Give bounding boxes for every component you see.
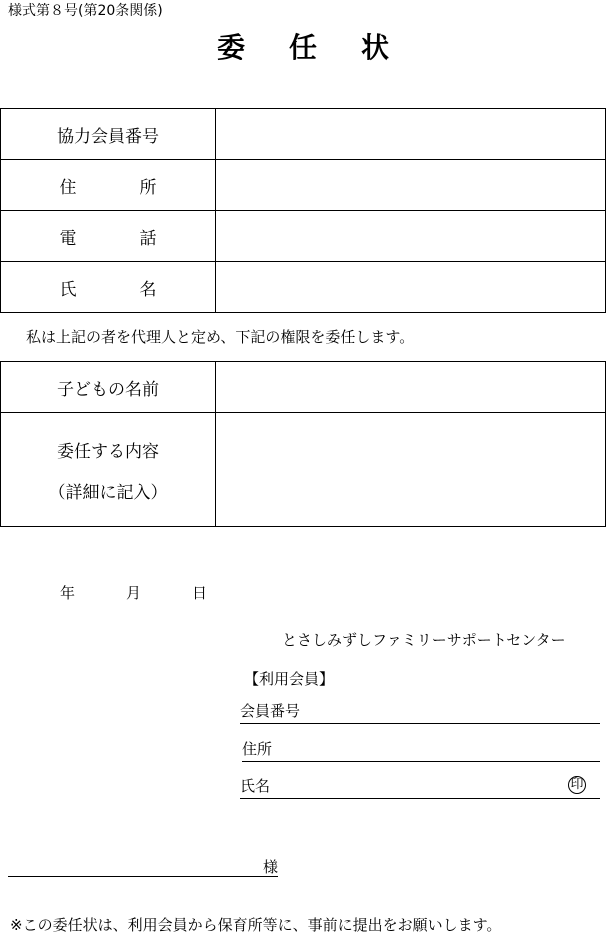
user-member-number-field[interactable] bbox=[240, 701, 600, 724]
date-year-label: 年 bbox=[60, 584, 76, 602]
page-title bbox=[0, 26, 606, 66]
delegation-table bbox=[0, 361, 606, 527]
name-label: 氏 名 bbox=[1, 262, 216, 313]
table-row bbox=[1, 362, 606, 413]
child-name-field[interactable] bbox=[216, 362, 606, 413]
form-number: 様式第８号(第20条関係) bbox=[8, 3, 163, 19]
member-number-field[interactable] bbox=[216, 109, 606, 160]
center-name: とさしみずしファミリーサポートセンター bbox=[282, 631, 566, 649]
delegated-content-field[interactable] bbox=[216, 413, 606, 527]
title-char-1: 委 bbox=[216, 31, 245, 64]
recipient-suffix: 様 bbox=[262, 858, 278, 876]
address-label: 住 所 bbox=[1, 160, 216, 211]
date-day-label: 日 bbox=[192, 584, 208, 602]
name-field[interactable] bbox=[216, 262, 606, 313]
delegated-content-label bbox=[1, 413, 216, 527]
table-row bbox=[1, 160, 606, 211]
date-month-label: 月 bbox=[126, 584, 142, 602]
member-number-label: 協力会員番号 bbox=[1, 109, 216, 160]
title-char-3: 状 bbox=[361, 31, 390, 64]
seal-mark: 印 bbox=[568, 776, 586, 794]
table-row bbox=[1, 413, 606, 527]
table-row bbox=[1, 109, 606, 160]
title-char-2: 任 bbox=[288, 31, 317, 64]
user-name-field[interactable] bbox=[240, 776, 600, 799]
user-address-label: 住所 bbox=[242, 740, 273, 758]
user-name-label: 氏名 bbox=[240, 777, 271, 795]
recipient-field[interactable] bbox=[8, 856, 278, 877]
child-name-label: 子どもの名前 bbox=[1, 362, 216, 413]
delegation-statement: 私は上記の者を代理人と定め、下記の権限を委任します。 bbox=[26, 328, 415, 346]
phone-label: 電 話 bbox=[1, 211, 216, 262]
delegated-content-label-line2: （詳細に記入） bbox=[48, 482, 168, 503]
phone-field[interactable] bbox=[216, 211, 606, 262]
delegated-content-label-line1: 委任する内容 bbox=[57, 441, 159, 462]
user-member-number-label: 会員番号 bbox=[240, 702, 301, 720]
address-field[interactable] bbox=[216, 160, 606, 211]
member-table bbox=[0, 108, 606, 313]
table-row bbox=[1, 262, 606, 313]
submission-note: ※この委任状は、利用会員から保育所等に、事前に提出をお願いします。 bbox=[10, 916, 502, 934]
user-member-heading: 【利用会員】 bbox=[244, 670, 335, 688]
user-address-field[interactable] bbox=[242, 739, 600, 762]
date-line bbox=[60, 582, 207, 603]
table-row bbox=[1, 211, 606, 262]
